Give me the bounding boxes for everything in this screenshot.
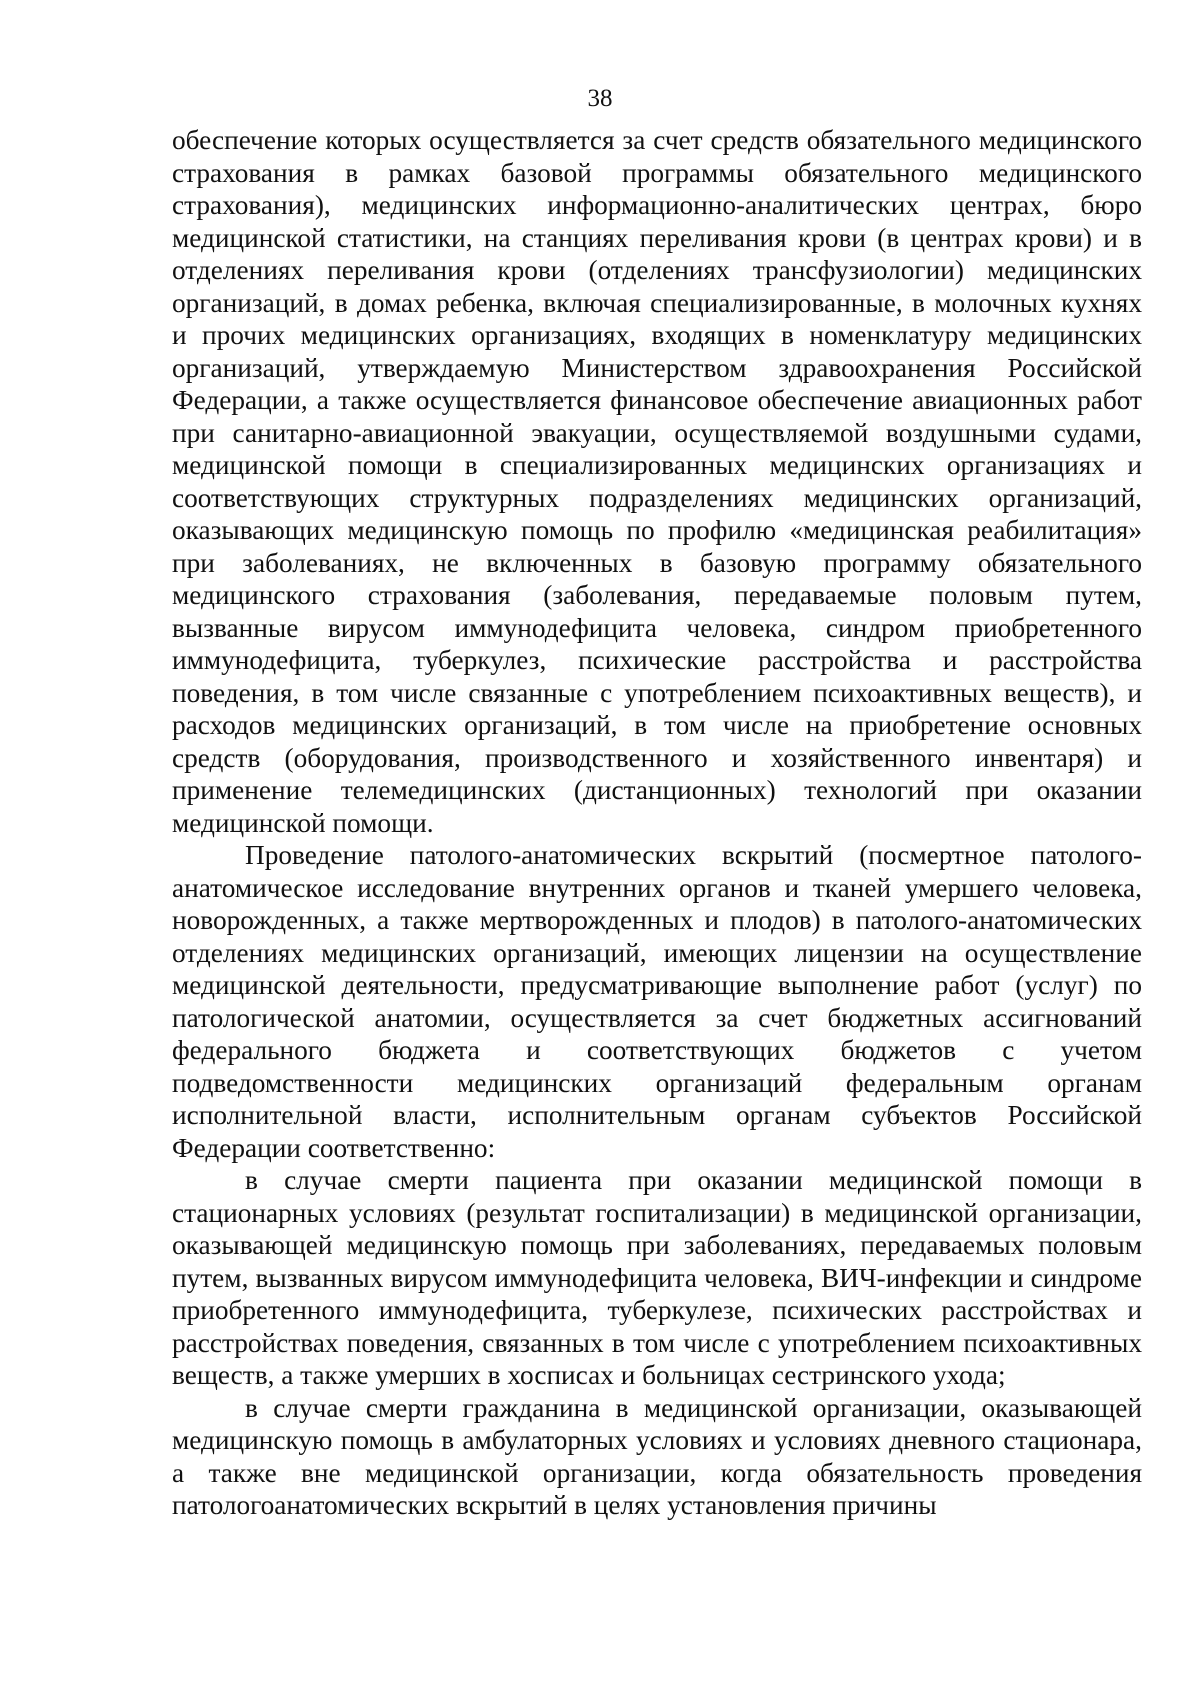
document-body — [172, 124, 1142, 1522]
paragraph-continuation: обеспечение которых осуществляется за счет средств обязательного медицинского страхования в рамках базовой программы обязательного медицинского страхования), медицинских информационно-аналитических центрах, бюро медицинской статистики, на станциях переливания крови (в центрах крови) и в отделениях переливания крови (отделениях трансфузиологии) медицинских организаций, в домах ребенка, включая специализированные, в молочных кухнях и прочих медицинских организациях, входящих в номенклатуру медицинских организаций, утверждаемую Министерством здравоохранения Российской Федерации, а также осуществляется финансовое обеспечение авиационных работ при санитарно-авиационной эвакуации, осуществляемой воздушными судами, медицинской помощи в специализированных медицинских организациях и соответствующих структурных подразделениях медицинских организаций, оказывающих медицинскую помощь по профилю «медицинская реабилитация» при заболеваниях, не включенных в базовую программу обязательного медицинского страхования (заболевания, передаваемые половым путем, вызванные вирусом иммунодефицита человека, синдром приобретенного иммунодефицита, туберкулез, психические расстройства и расстройства поведения, в том числе связанные с употреблением психоактивных веществ), и расходов медицинских организаций, в том числе на приобретение основных средств (оборудования, производственного и хозяйственного инвентаря) и применение телемедицинских (дистанционных) технологий при оказании медицинской помощи. — [172, 125, 1142, 838]
page-number: 38 — [587, 85, 613, 112]
paragraph-outpatient-death-case: в случае смерти гражданина в медицинской организации, оказывающей медицинскую помощь в амбулаторных условиях и условиях дневного стационара, а также вне медицинской организации, когда обязательность проведения патологоанатомических вскрытий в целях установления причины — [172, 1392, 1142, 1520]
paragraph-autopsy-financing: Проведение патолого-анатомических вскрытий (посмертное патолого-анатомическое исследование внутренних органов и тканей умершего человека, новорожденных, а также мертворожденных и плодов) в патолого-анатомических отделениях медицинских организаций, имеющих лицензии на осуществление медицинской деятельности, предусматривающие выполнение работ (услуг) по патологической анатомии, осуществляется за счет бюджетных ассигнований федерального бюджета и соответствующих бюджетов с учетом подведомственности медицинских организаций федеральным органам исполнительной власти, исполнительным органам субъектов Российской Федерации соответственно: — [172, 840, 1142, 1163]
paragraph-inpatient-death-case: в случае смерти пациента при оказании медицинской помощи в стационарных условиях (результат госпитализации) в медицинской организации, оказывающей медицинскую помощь при заболеваниях, передаваемых половым путем, вызванных вирусом иммунодефицита человека, ВИЧ-инфекции и синдроме приобретенного иммунодефицита, туберкулезе, психических расстройствах и расстройствах поведения, связанных в том числе с употреблением психоактивных веществ, а также умерших в хосписах и больницах сестринского ухода; — [172, 1165, 1142, 1390]
